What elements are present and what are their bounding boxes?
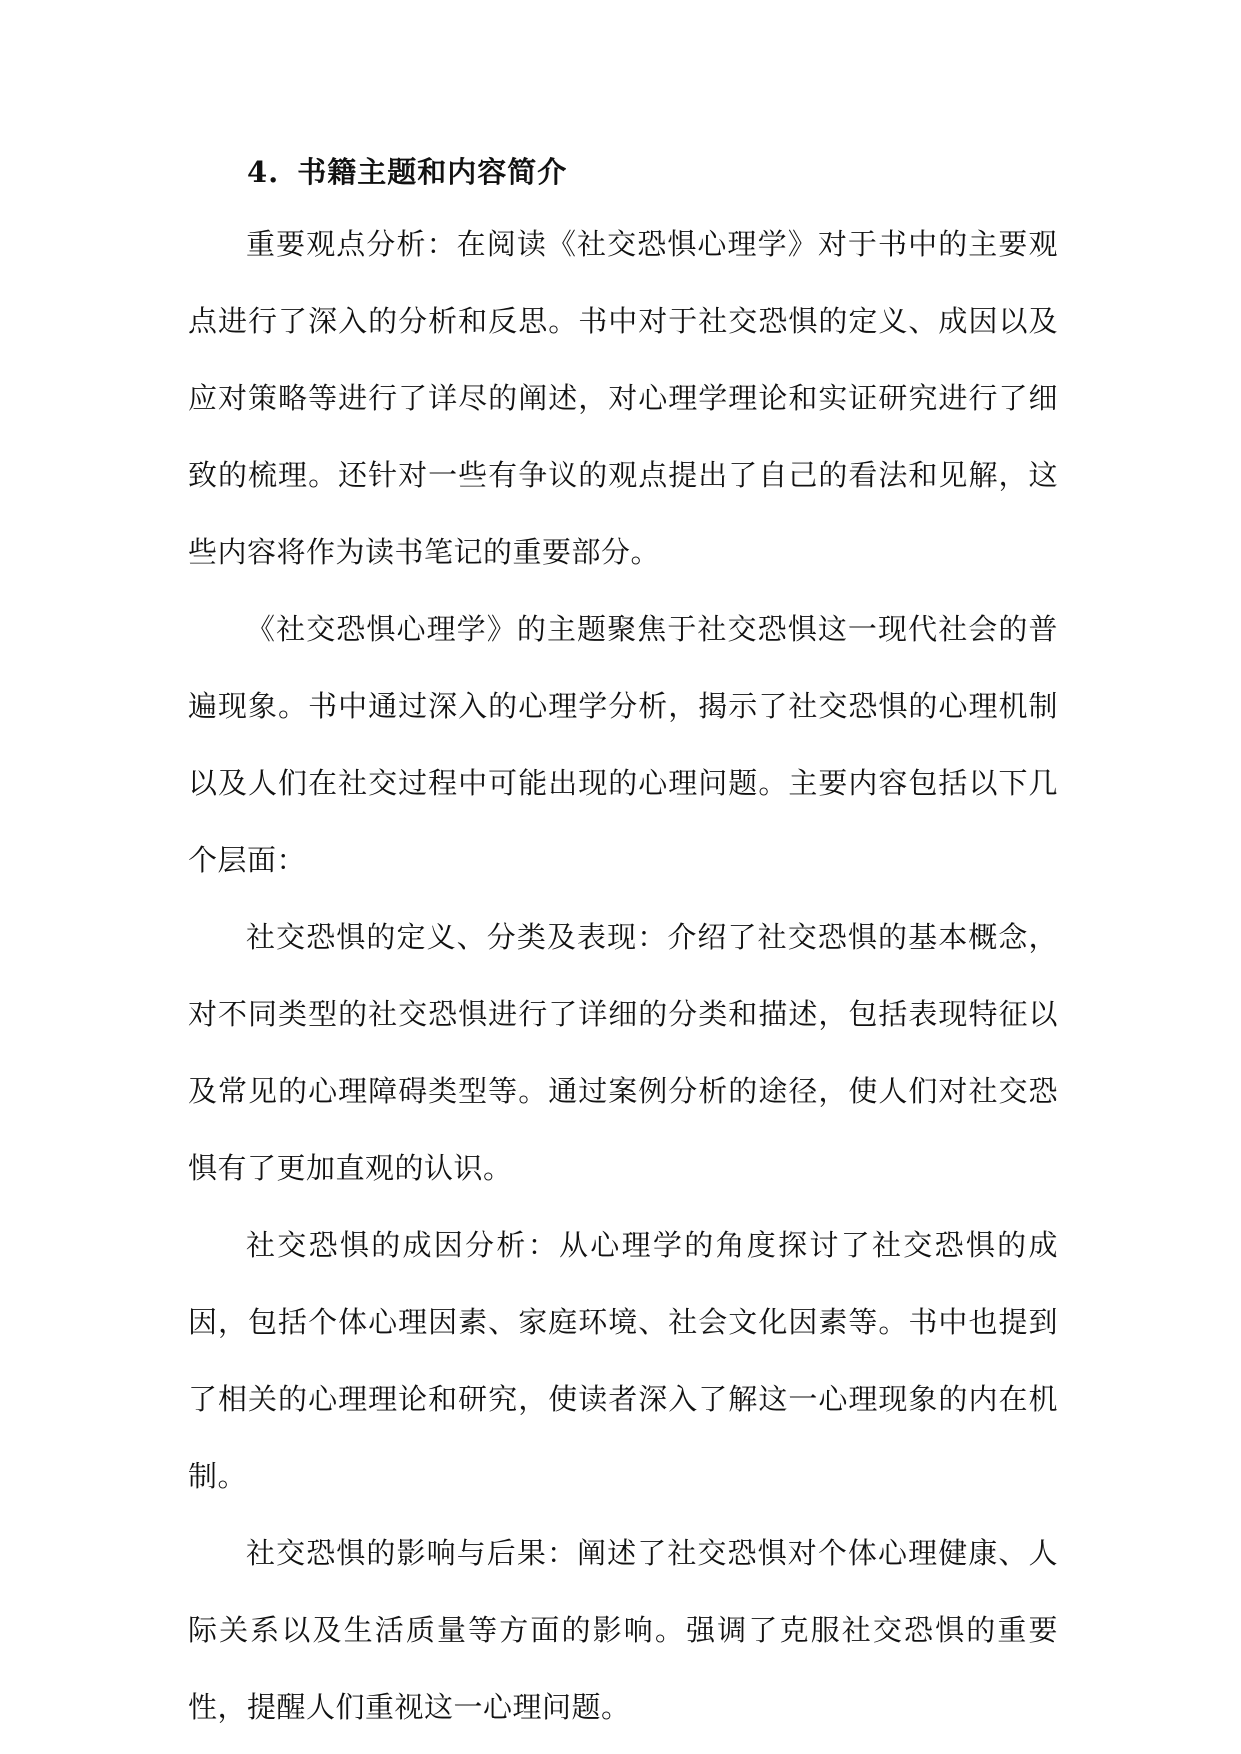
page-content (188, 142, 1058, 1746)
section-title: 书籍主题和内容简介 (297, 155, 568, 189)
paragraph-effects: 社交恐惧的影响与后果：阐述了社交恐惧对个体心理健康、人际关系以及生活质量等方面的影响。强调了克服社交恐惧的重要性，提醒人们重视这一心理问题。 (188, 1536, 1058, 1724)
paragraph-key-points: 重要观点分析：在阅读《社交恐惧心理学》对于书中的主要观点进行了深入的分析和反思。书中对于社交恐惧的定义、成因以及应对策略等进行了详尽的阐述，对心理学理论和实证研究进行了细致的梳理。还针对一些有争议的观点提出了自己的看法和见解，这些内容将作为读书笔记的重要部分。 (188, 227, 1058, 569)
section-number: 4. (247, 155, 280, 189)
section-heading (247, 142, 1058, 202)
paragraph-definition: 社交恐惧的定义、分类及表现：介绍了社交恐惧的基本概念，对不同类型的社交恐惧进行了详细的分类和描述，包括表现特征以及常见的心理障碍类型等。通过案例分析的途径，使人们对社交恐惧有了更加直观的认识。 (188, 920, 1058, 1185)
paragraph-theme: 《社交恐惧心理学》的主题聚焦于社交恐惧这一现代社会的普遍现象。书中通过深入的心理学分析，揭示了社交恐惧的心理机制以及人们在社交过程中可能出现的心理问题。主要内容包括以下几个层面： (188, 612, 1058, 877)
paragraph-causes: 社交恐惧的成因分析：从心理学的角度探讨了社交恐惧的成因，包括个体心理因素、家庭环境、社会文化因素等。书中也提到了相关的心理理论和研究，使读者深入了解这一心理现象的内在机制。 (188, 1228, 1058, 1493)
